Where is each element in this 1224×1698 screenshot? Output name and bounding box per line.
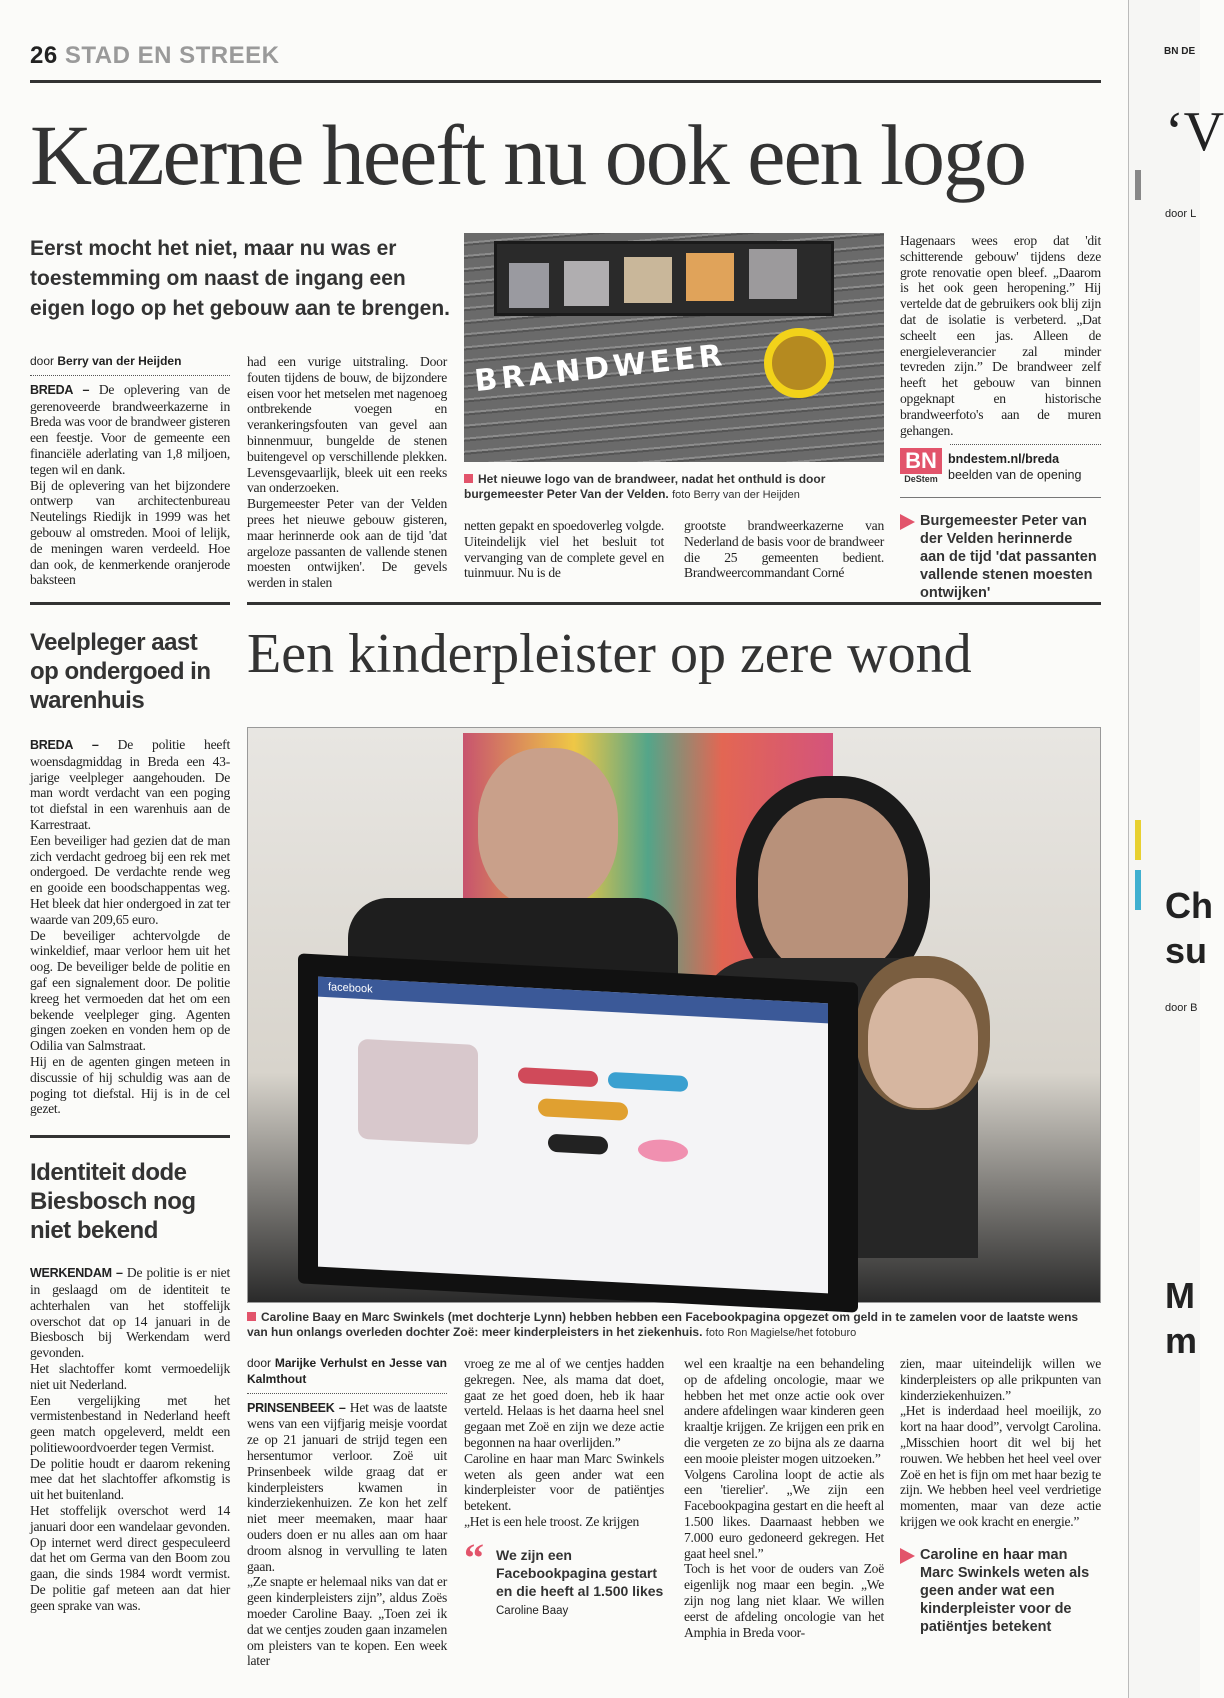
paragraph-text: Toch is het voor de ouders van Zoë eigenlijk nog maar een begin. „We zijn nog lang niet klaar. We willen eerst de afdeling oncologie van het Amphia in Breda voor- [684,1561,884,1640]
paragraph [900,1356,1101,1403]
dateline: BREDA – [30,738,99,752]
screen-facebook-label: facebook [318,977,828,1024]
paragraph [900,233,1101,438]
family-photo [247,727,1101,1303]
web-link[interactable]: bndestem.nl/breda [948,452,1060,467]
sidebar-briefs [30,628,230,1614]
dateline: BREDA – [30,382,90,397]
paragraph [30,833,230,928]
brandweer-logo-icon [764,328,834,398]
paragraph-text: „Het is een hele troost. Ze krijgen [464,1513,640,1529]
logo-bn: BN [900,448,942,474]
page-header [30,42,279,70]
article2-column-4 [900,1356,1101,1636]
paragraph-text: netten gepakt en spoedoverleg volgde. Uiteindelijk viel het besluit tot vervanging van de complete gevel en tuinmuur. Nu is de [464,518,664,581]
web-block [900,448,1101,485]
paragraph-text: „Het is inderdaad heel moeilijk, zo kort na haar dood”, vervolgt Carolina. „Misschien hoort dit wel bij het rouwen. We hebben het heel veel over Zoë en het is fijn om met haar bezig te zijn. We hebben heel veel verdrietige momenten, maar van deze actie krijgen we ook kracht en energie.” [900,1403,1101,1529]
caption-marker-icon [464,474,473,483]
paragraph-text: Het slachtoffer komt vermoedelijk niet uit Nederland. [30,1360,230,1392]
adjacent-page-strip [1128,0,1224,1698]
brief-headline: Identiteit dode Biesbosch nog niet bekend [30,1159,196,1245]
paragraph [684,1467,884,1562]
adjacent-headline: m [1165,1320,1198,1361]
quote-attribution: Caroline Baay [496,1604,569,1617]
paragraph-text: Burgemeester Peter van der Velden prees het nieuwe gebouw gisteren, maar herinnerde ook aan de tijd 'dat argeloze passanten de vallende stenen moesten ontwijken'. De gevels werden in stalen [247,496,447,591]
adjacent-byline: door L [1165,208,1197,220]
web-link-block [948,448,1081,483]
quote-arrow-icon [900,514,915,530]
paragraph [30,478,230,589]
adjacent-header: BN DE [1164,46,1196,57]
paragraph [464,1451,664,1514]
paragraph-text: Hagenaars wees erop dat 'dit schitterende gebouw' tijdens deze grote renovatie open bleef. „Daarom is het ook geen heropening.” Hij vertelde dat de gebruikers ook blij zijn dat de isolatie is verbeterd. „Dat scheelt een jas. Alleen de energieleverancier zal minder tevreden zijn.” De brandweer zelf heeft het gebouw van binnen opgeknapt en historische brandweerfoto's aan de muren gehangen. [900,233,1101,438]
paragraph [247,1400,447,1575]
quote-text: We zijn een Facebookpagina gestart en die heeft al 1.500 likes [496,1546,664,1599]
paragraph-text: vroeg ze me al of we centjes hadden gekregen. Nee, als mama dat doet, gaat ze het goed doen, heb ik haar verteld. Helaas is het daarna heel snel gegaan met Zoë en zijn we deze actie begonnen na haar overlijden.” [464,1356,664,1450]
paragraph [30,1393,230,1456]
logo-destem: DeStem [904,474,938,485]
paragraph-text: De oplevering van de gerenoveerde brandweerkazerne in Breda was voor de brandweer gisteren een feestje. Voor de gemeente een financiële aderlating van 1,8 miljoen, tegen wil en dank. [30,381,230,477]
paragraph-text: „Ze snapte er helemaal niks van dat er geen kinderpleisters zijn”, aldus Zoës moeder Caroline Baay. „Toen zei ik dat we centjes zouden gaan inzamelen om pleisters van te kopen. Een week later [247,1574,447,1669]
paragraph-text: Het was de laatste wens van een vijfjarig meisje voordat ze op 21 januari de strijd tegen een hersentumor verloor. Zoë uit Prinsenbeek wilde graag dat er kinderpleisters kwamen in kinderziekenhuizen. Ze kon het zelf niet meer meemaken, maar haar ouders doen er nu alles aan om haar droom alsnog in vervulling te laten gaan. [247,1399,447,1574]
photo-caption: Caroline Baay en Marc Swinkels (met dochterje Lynn) hebben hebben een Facebookpagina opgezet om geld in te zamelen voor de laatste wens van hun onlangs overleden dochter Zoë: meer kinderpleisters in het ziekenhuis. foto Ron Magielse/het fotoburo [247,1310,1079,1339]
paragraph-text: zien, maar uiteindelijk willen we kinderpleisters op alle prikpunten van kinderziekenhuizen.” [900,1356,1101,1403]
paragraph [30,1265,230,1361]
paragraph-text: grootste brandweerkazerne van Nederland de basis voor de brandweer die 25 gemeenten bedient. Brandweercommandant Corné [684,518,884,581]
paragraph-text: De politie houdt er daarom rekening mee dat het slachtoffer afkomstig is uit het buitenland. [30,1455,230,1503]
paragraph [247,354,447,496]
adjacent-headline: su [1165,930,1208,971]
paragraph [30,1503,230,1614]
paragraph-text: Een vergelijking met het vermistenbestand in Nederland heeft geen match opgeleverd, meldt een politiewoordvoerder tegen Vermist. [30,1392,230,1455]
paragraph [684,518,884,581]
paragraph [30,1456,230,1503]
firehouse-photo [464,233,884,462]
pull-quote: Caroline en haar man Marc Swinkels weten als geen ander wat een kinderpleister voor de patiëntjes betekent [900,1546,1101,1636]
paragraph-text: Het stoffelijk overschot werd 14 januari door een wandelaar gevonden. Op internet werd direct gespeculeerd dat het om Germa van den Boom zou gaan, die sinds 1984 wordt vermist. De politie gaf meteen aan dat hier geen sprake van was. [30,1503,230,1613]
inline-quote [464,1534,664,1618]
quote-marks-icon: “ [464,1534,484,1580]
paragraph [30,737,230,833]
article2-column-3 [684,1356,884,1640]
paragraph-text: had een vurige uitstraling. Door fouten tijdens de bouw, de bijzondere eisen voor het metselen met nagenoeg ontbrekende voegen en verankeringsfouten van gevel aan binnenmuur, bungelde de stenen buitengevel op verschillende plekken. Levensgevaarlijk, bleek uit een reeks van onderzoeken. [247,354,447,496]
dateline: PRINSENBEEK – [247,1400,346,1415]
divider [900,497,1101,498]
article1-column-2 [247,354,447,591]
paragraph-text: De politie is er niet in geslaagd om de identiteit te achterhalen van het stoffelijk overschot dat op 14 januari in de Biesbosch bij Werkendam werd gevonden. [30,1265,230,1361]
header-rule [30,80,1101,83]
brief-headline: Veelpleger aast op ondergoed in warenhuis [30,629,211,714]
adjacent-headline: ‘V [1165,101,1224,163]
article-headline: Een kinderpleister op zere wond [247,623,972,685]
bndestem-logo [900,448,942,485]
web-divider [950,444,1101,445]
paragraph [464,1356,664,1451]
byline: door Marijke Verhulst en Jesse van Kalmthout [247,1356,447,1394]
web-link-description: beelden van de opening [948,468,1082,483]
adjacent-byline: door B [1165,1002,1198,1014]
paragraph [247,496,447,591]
photo-caption: Het nieuwe logo van de brandweer, nadat het onthuld is door burgemeester Peter Van der Velden. foto Berry van der Heijden [464,472,826,501]
section-name: STAD EN STREEK [64,42,280,69]
paragraph [464,1514,664,1530]
page-number: 26 [30,42,58,69]
paragraph-text: Een beveiliger had gezien dat de man zich verdacht gedroeg bij een rek met ondergoed. De verdachte rende weg en gooide een boodschappentas weg. Het bleek dat hier ondergoed in zat ter waarde van 209,65 euro. [30,832,230,927]
adjacent-headline: Ch [1165,885,1213,926]
article1-column-4 [684,518,884,581]
paragraph [464,518,664,581]
paragraph [30,928,230,1054]
divider [30,602,230,605]
paragraph-text: Bij de oplevering van het bijzondere ontwerp van architectenbureau Neutelings Riedijk in 1999 was het gebouw al omstreden. Mooi of lelijk, de meningen waren verdeeld. Hoe dan ook, de kenmerkende oranjerode baksteen [30,477,230,588]
article1-column-5 [900,233,1101,602]
paragraph [684,1356,884,1467]
paragraph-text: De beveiliger achtervolgde de winkeldief, maar verloor hem uit het oog. De beveiliger belde de politie en gaf een signalement door. De politie kreeg het vermoeden dat het om een bekende veelpleger ging. Agenten gingen zoeken en vonden hem op de Odilia van Salmstraat. [30,927,230,1054]
paragraph [900,1403,1101,1529]
divider [247,602,1101,605]
paragraph-text: Caroline en haar man Marc Swinkels weten als geen ander wat een kinderpleister voor de patiëntjes betekent. [464,1450,664,1514]
paragraph-text: wel een kraaltje na een behandeling op de afdeling oncologie, maar we hebben het met onze actie ook over andere afdelingen waar kinderen geen kraaltje krijgen. Ze krijgen een prik en die vergeten ze zo bijna als ze daarna een mooie pleister mogen uitzoeken.” [684,1356,884,1466]
paragraph [30,1054,230,1117]
article1-column-3 [464,518,664,581]
paragraph [684,1561,884,1640]
divider [30,1135,230,1138]
article2-column-2 [464,1356,664,1618]
dateline: WERKENDAM – [30,1266,123,1281]
paragraph [30,1361,230,1393]
article-deck: Eerst mocht het niet, maar nu was er toestemming om naast de ingang een eigen logo op het gebouw aan te brengen. [30,237,451,320]
byline: door Berry van der Heijden [30,354,230,376]
photo-signage: BRANDWEER [472,337,728,400]
adjacent-headline: M [1165,1275,1195,1316]
paragraph [247,1574,447,1669]
paragraph-text: De politie heeft woensdagmiddag in Breda een 43-jarige veelpleger aangehouden. De man wordt verdacht van een poging tot diefstal in een warenhuis aan de Karrestraat. [30,737,230,832]
caption-marker-icon [247,1312,256,1321]
article-headline: Kazerne heeft nu ook een logo [30,107,1026,203]
pull-quote: Burgemeester Peter van der Velden herinnerde aan de tijd 'dat passanten vallende stenen moesten ontwijken' [900,512,1101,602]
quote-arrow-icon [900,1548,915,1564]
brief1-body [30,737,230,1117]
article1-column-1 [30,354,230,588]
article2-column-1 [247,1356,447,1669]
paragraph-text: Hij en de agenten gingen meteen in discussie of hij schuldig was aan de poging tot diefstal. Hij is in de cel gezet. [30,1053,230,1117]
paragraph [30,382,230,478]
paragraph-text: Volgens Carolina loopt de actie als een 'tierelier'. „We zijn een Facebookpagina gestart en die heeft al 1.500 likes. Daarnaast hebben we 7.000 euro gedoneerd gekregen. Het gaat heel snel.” [684,1466,884,1561]
brief2-body [30,1265,230,1614]
